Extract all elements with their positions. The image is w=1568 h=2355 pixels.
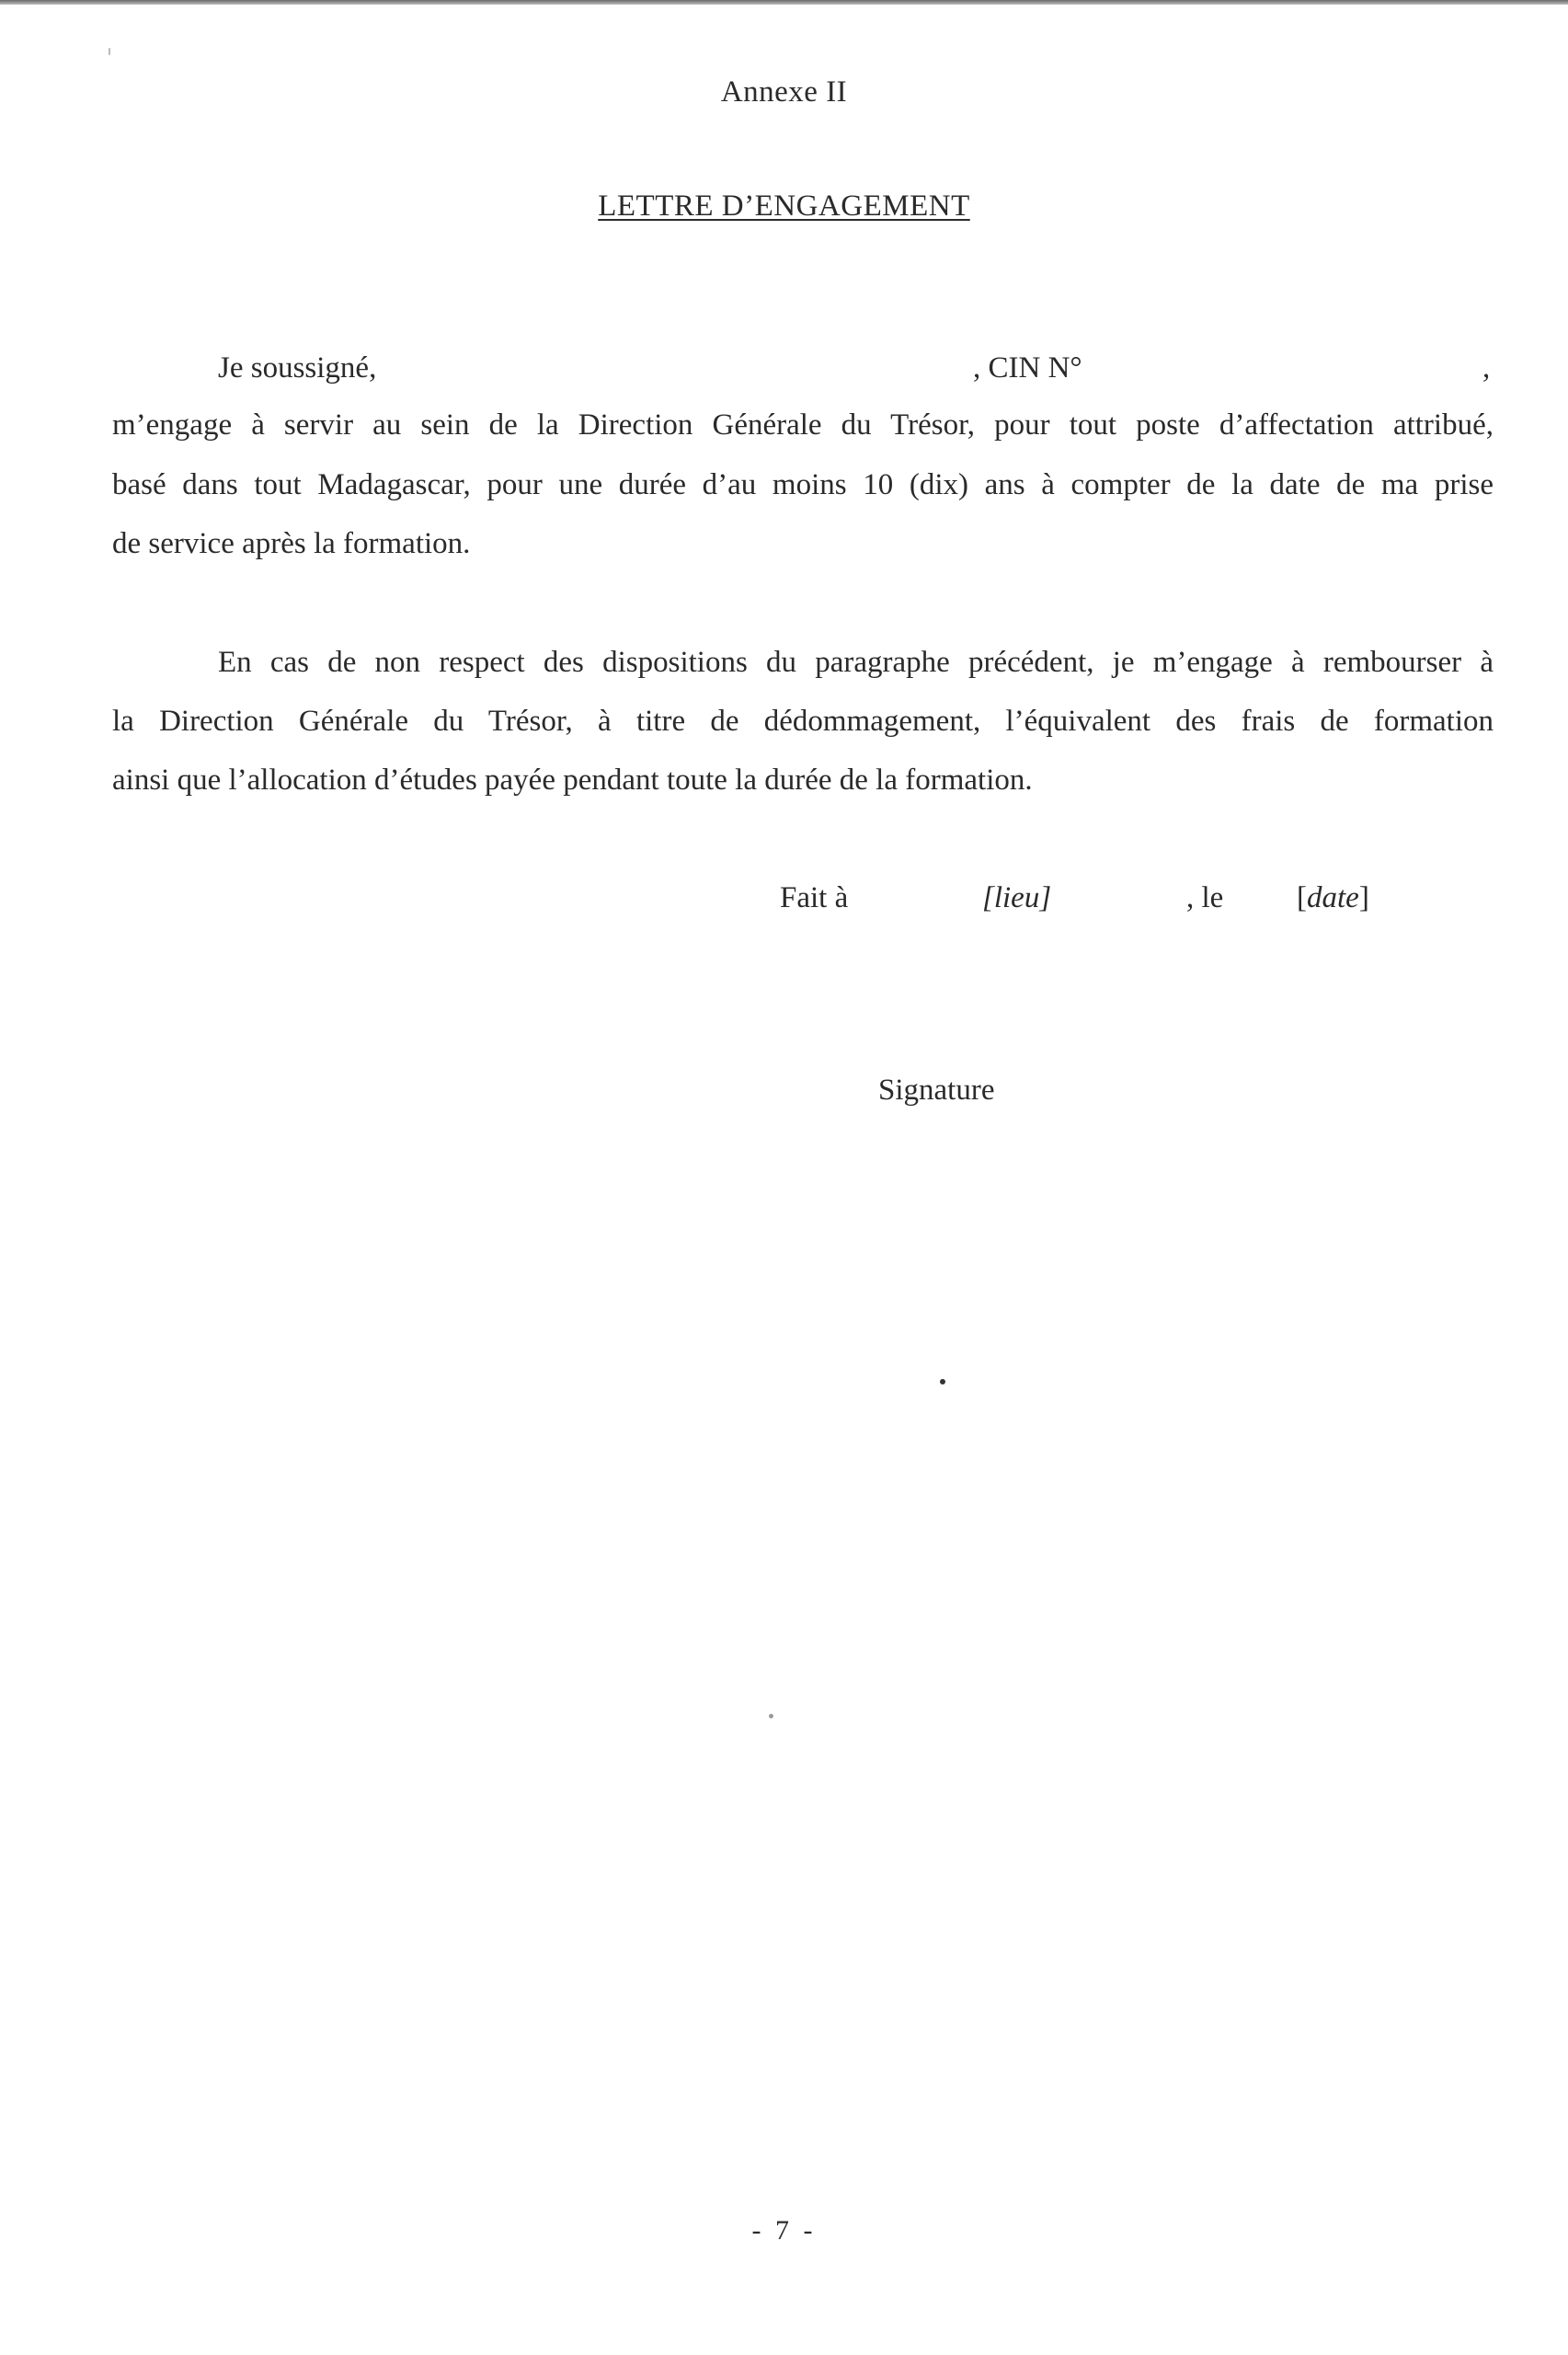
- date-close-bracket: ]: [1358, 881, 1369, 914]
- paragraph2-line: En cas de non respect des dispositions du paragraphe précédent, je m’engage à rembourser à: [218, 646, 1494, 679]
- paragraph1-lead: Je soussigné,: [218, 351, 377, 385]
- paragraph2-line: ainsi que l’allocation d’études payée pendant toute la durée de la formation.: [112, 764, 1033, 797]
- document-title: [0, 190, 1568, 224]
- cin-label: , CIN N°: [973, 351, 1082, 385]
- scan-speck: [769, 1714, 773, 1718]
- document-title-text: LETTRE D’ENGAGEMENT: [598, 190, 970, 223]
- scan-speck: [940, 1379, 945, 1384]
- paragraph2-line: la Direction Générale du Trésor, à titre de dédommagement, l’équivalent des frais de formation: [112, 705, 1494, 738]
- lieu-placeholder: [lieu]: [982, 881, 1052, 914]
- fait-a-label: Fait à: [780, 881, 849, 914]
- le-label: , le: [1186, 881, 1224, 914]
- signature-label: Signature: [878, 1074, 995, 1107]
- page-number: - 7 -: [751, 2215, 817, 2246]
- paragraph1-line: m’engage à servir au sein de la Direction Générale du Trésor, pour tout poste d’affectation attribué,: [112, 408, 1494, 442]
- scan-speck: [109, 48, 110, 55]
- paragraph1-line: basé dans tout Madagascar, pour une durée d’au moins 10 (dix) ans à compter de la date de ma prise: [112, 468, 1494, 501]
- paragraph1-line: de service après la formation.: [112, 527, 471, 560]
- paragraph1-trailing-comma: ,: [1482, 351, 1491, 385]
- date-word: date: [1307, 881, 1359, 914]
- scan-top-edge: [0, 0, 1568, 5]
- date-placeholder: [1297, 881, 1369, 915]
- annex-heading: Annexe II: [720, 75, 848, 109]
- date-open-bracket: [: [1297, 881, 1307, 914]
